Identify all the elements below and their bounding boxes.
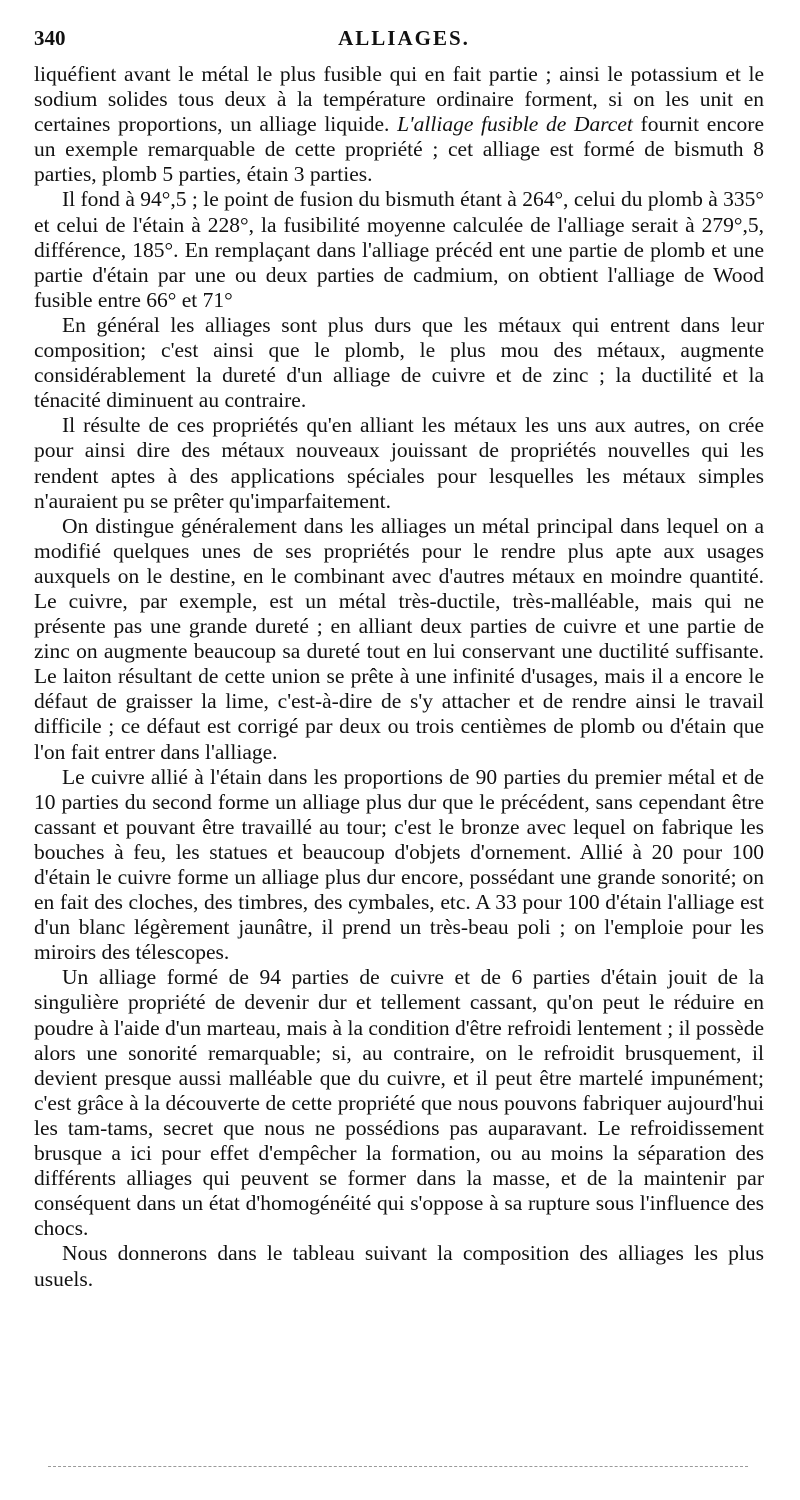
paragraph: En général les alliages sont plus durs que les métaux qui entrent dans leur composition; c'est ainsi que le plomb, le plus mou des métaux, augmente considérablement la dureté d'un alliage de cuivre et de zinc ; la ductilité et la ténacité diminuent au contraire. [34, 312, 764, 413]
paragraph: Le cuivre allié à l'étain dans les proportions de 90 parties du premier métal et de 10 parties du second forme un alliage plus dur que le précédent, sans cependant être cassant et pouvant être travaillé au tour; c'est le bronze avec lequel on fabrique les bouches à feu, les statues et beaucoup d'objets d'ornement. Allié à 20 pour 100 d'étain le cuivre forme un alliage plus dur encore, possédant une grande sonorité; on en fait des cloches, des timbres, des cymbales, etc. A 33 pour 100 d'étain l'alliage est d'un blanc légèrement jaunâtre, il prend un très-beau poli ; on l'emploie pour les miroirs des télescopes. [34, 764, 764, 965]
running-title: ALLIAGES. [338, 26, 470, 50]
body-text [34, 62, 764, 1292]
paragraph-continuation [34, 62, 764, 187]
page-number: 340 [34, 26, 66, 50]
paragraph-text: fournit encore un exemple remarquable de cette propriété ; cet alliage est formé de bismuth 8 parties, plomb 5 parties, étain 3 parties. [34, 112, 764, 187]
paragraph: Il fond à 94°,5 ; le point de fusion du bismuth étant à 264°, celui du plomb à 335° et celui de l'étain à 228°, la fusibilité moyenne calculée de l'alliage serait à 279°,5, différence, 185°. En remplaçant dans l'alliage précéd ent une partie de plomb et une partie d'étain par une ou deux parties de cadmium, on obtient l'alliage de Wood fusible entre 66° et 71° [34, 187, 764, 312]
paragraph-text: liquéfient avant le métal le plus fusible qui en fait partie ; ainsi le potassium et le sodium solides tous deux à la température ordinaire forment, si on les unit en certaines proportions, un alliage liquide. [34, 62, 764, 137]
paragraph: Il résulte de ces propriétés qu'en alliant les métaux les uns aux autres, on crée pour ainsi dire des métaux nouveaux jouissant de propriétés nouvelles qui les rendent aptes à des applications spéciales pour lesquelles les métaux simples n'auraient pu se prêter qu'imparfaitement. [34, 413, 764, 513]
page-header [34, 26, 774, 54]
paragraph: Nous donnerons dans le tableau suivant la composition des alliages les plus usuels. [34, 1241, 764, 1291]
paragraph: On distingue généralement dans les alliages un métal principal dans lequel on a modifié quelques unes de ses propriétés pour le rendre plus apte aux usages auxquels on le destine, en le combinant avec d'autres métaux en moindre quantité. Le cuivre, par exemple, est un métal très-ductile, très-malléable, mais qui ne présente pas une grande dureté ; en alliant deux parties de cuivre et une partie de zinc on augmente beaucoup sa dureté tout en lui conservant une ductilité suffisante. Le laiton résultant de cette union se prête à une infinité d'usages, mais il a encore le défaut de graisser la lime, c'est-à-dire de s'y attacher et de rendre ainsi le travail difficile ; ce défaut est corrigé par deux ou trois centièmes de plomb ou d'étain que l'on fait entrer dans l'alliage. [34, 513, 764, 764]
footer-rule [48, 1466, 748, 1467]
paragraph: Un alliage formé de 94 parties de cuivre et de 6 parties d'étain jouit de la singulière propriété de devenir dur et tellement cassant, qu'on peut le réduire en poudre à l'aide d'un marteau, mais à la condition d'être refroidi lentement ; il possède alors une sonorité remarquable; si, au contraire, on le refroidit brusquement, il devient presque aussi malléable que du cuivre, et il peut être martelé impunément; c'est grâce à la découverte de cette propriété que nous pouvons fabriquer aujourd'hui les tam-tams, secret que nous ne possédions pas auparavant. Le refroidissement brusque a ici pour effet d'empêcher la formation, ou au moins la séparation des différents alliages qui peuvent se former dans la masse, et de la maintenir par conséquent dans un état d'homogénéité qui s'oppose à sa rupture sous l'influence des chocs. [34, 965, 764, 1241]
italic-term: L'alliage fusible de Darcet [397, 112, 633, 137]
